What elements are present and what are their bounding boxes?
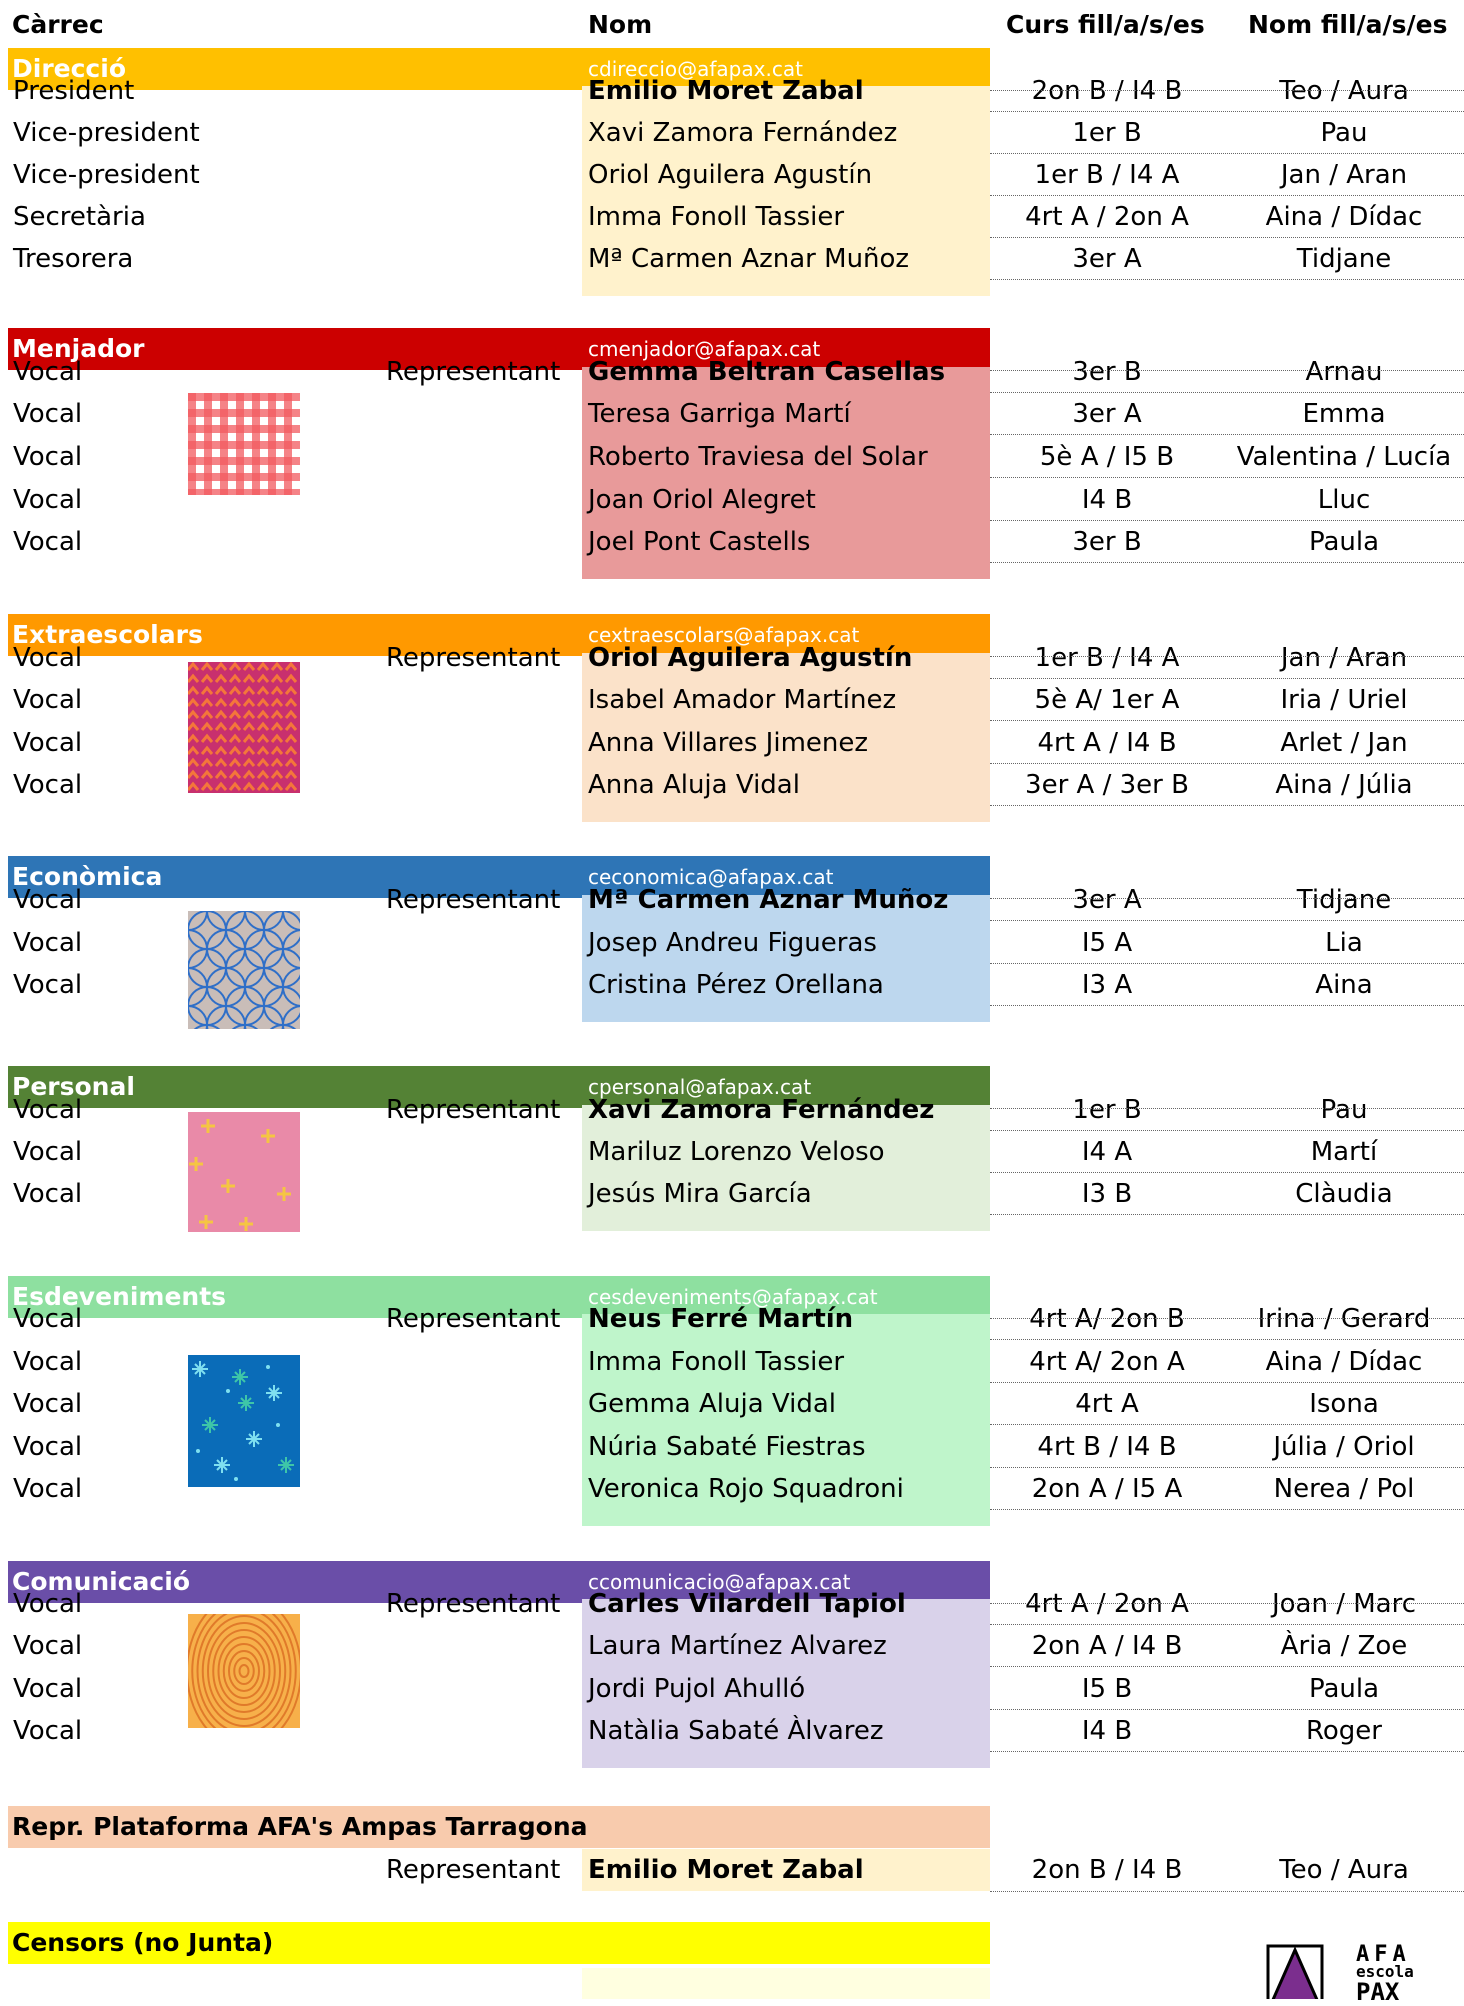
member-row (0, 1625, 1464, 1667)
member-name: Neus Ferré Martín (588, 1304, 854, 1334)
member-role: Vocal (13, 1716, 83, 1746)
child-course: 5è A / I5 B (1039, 442, 1175, 472)
member-name: Anna Villares Jimenez (588, 728, 869, 758)
child-course: 4rt A / 2on A (1025, 1589, 1189, 1619)
child-name: Jan / Aran (1280, 160, 1408, 190)
child-name: Pau (1320, 1095, 1368, 1125)
child-name: Júlia / Oriol (1273, 1432, 1415, 1462)
member-row (0, 1173, 1464, 1215)
member-name: Laura Martínez Alvarez (588, 1631, 887, 1661)
row-divider (990, 434, 1464, 435)
child-course: 3er A (1072, 885, 1142, 915)
member-row (0, 154, 1464, 196)
row-divider (990, 920, 1464, 921)
member-name: Teresa Garriga Martí (588, 399, 851, 429)
member-role: Vocal (13, 1179, 83, 1209)
platform-name: Emilio Moret Zabal (588, 1855, 864, 1885)
member-role: Secretària (13, 202, 146, 232)
child-name: Roger (1306, 1716, 1382, 1746)
member-role: Vocal (13, 485, 83, 515)
child-name: Aina / Júlia (1275, 770, 1413, 800)
band-divider (990, 1603, 1464, 1604)
member-role: Vocal (13, 770, 83, 800)
row-divider (990, 1666, 1464, 1667)
member-row (0, 521, 1464, 563)
row-divider (990, 805, 1464, 806)
member-row (0, 1583, 1464, 1625)
section-title: Esdeveniments (12, 1282, 227, 1311)
section-title: Comunicació (12, 1567, 190, 1596)
member-row (0, 679, 1464, 721)
row-divider (990, 1751, 1464, 1752)
member-name: Gemma Beltran Casellas (588, 357, 946, 387)
child-course: 1er B (1072, 118, 1142, 148)
section-email: ccomunicacio@afapax.cat (588, 1570, 851, 1594)
member-role: Vocal (13, 1095, 83, 1125)
child-course: 3er B (1072, 527, 1142, 557)
member-row (0, 1341, 1464, 1383)
child-name: Tidjane (1296, 885, 1392, 915)
section-email: cextraescolars@afapax.cat (588, 623, 860, 647)
member-role: Vocal (13, 685, 83, 715)
member-role: Vice-president (13, 118, 200, 148)
row-divider (990, 562, 1464, 563)
row-divider (990, 1509, 1464, 1510)
member-role: Vocal (13, 1474, 83, 1504)
member-row (0, 70, 1464, 112)
member-row (0, 1426, 1464, 1468)
row-divider (990, 1339, 1464, 1340)
section-email: cmenjador@afapax.cat (588, 337, 821, 361)
child-course: 2on A / I5 A (1031, 1474, 1183, 1504)
member-row (0, 1710, 1464, 1752)
child-name: Lia (1325, 928, 1363, 958)
child-course: 4rt A/ 2on A (1029, 1347, 1185, 1377)
row-divider (990, 1214, 1464, 1215)
child-name: Paula (1308, 1674, 1380, 1704)
member-name: Anna Aluja Vidal (588, 770, 800, 800)
member-row (0, 436, 1464, 478)
platform-child: Teo / Aura (1279, 1855, 1409, 1885)
member-name: Mª Carmen Aznar Muñoz (588, 885, 949, 915)
child-course: I5 A (1081, 928, 1133, 958)
section-title: Menjador (12, 334, 145, 363)
member-row (0, 196, 1464, 238)
child-name: Aina / Dídac (1265, 1347, 1423, 1377)
member-role: President (13, 76, 135, 106)
member-role: Vocal (13, 928, 83, 958)
member-name: Cristina Pérez Orellana (588, 970, 884, 1000)
member-role: Vocal (13, 399, 83, 429)
child-name: Jan / Aran (1280, 643, 1408, 673)
member-role: Vocal (13, 1389, 83, 1419)
member-name: Xavi Zamora Fernández (588, 118, 898, 148)
censors-name-bg (582, 1968, 990, 1999)
member-row (0, 637, 1464, 679)
section-email: ceconomica@afapax.cat (588, 865, 834, 889)
representative-label: Representant (386, 1095, 561, 1125)
child-name: Aina (1315, 970, 1373, 1000)
member-role: Vocal (13, 1137, 83, 1167)
child-course: I4 B (1081, 1716, 1133, 1746)
header-child: Nom fill/a/s/es (1248, 10, 1448, 39)
member-name: Mariluz Lorenzo Veloso (588, 1137, 885, 1167)
child-name: Isona (1309, 1389, 1379, 1419)
member-name: Oriol Aguilera Agustín (588, 160, 873, 190)
member-row (0, 1131, 1464, 1173)
member-row (0, 479, 1464, 521)
member-role: Vocal (13, 1589, 83, 1619)
child-name: Martí (1310, 1137, 1378, 1167)
child-course: 4rt A/ 2on B (1029, 1304, 1185, 1334)
child-name: Irina / Gerard (1257, 1304, 1431, 1334)
child-course: 4rt A / I4 B (1037, 728, 1177, 758)
member-role: Vocal (13, 728, 83, 758)
header-course: Curs fill/a/s/es (1006, 10, 1205, 39)
child-course: 3er A / 3er B (1025, 770, 1189, 800)
child-course: 4rt A / 2on A (1025, 202, 1189, 232)
child-course: 2on B / I4 B (1031, 76, 1183, 106)
child-course: I4 B (1081, 485, 1133, 515)
child-course: 4rt A (1075, 1389, 1139, 1419)
child-name: Aina / Dídac (1265, 202, 1423, 232)
member-role: Vocal (13, 970, 83, 1000)
child-course: 1er B / I4 A (1034, 643, 1180, 673)
member-name: Roberto Traviesa del Solar (588, 442, 928, 472)
platform-band (8, 1806, 990, 1848)
member-name: Emilio Moret Zabal (588, 76, 864, 106)
member-name: Josep Andreu Figueras (588, 928, 877, 958)
child-name: Paula (1308, 527, 1380, 557)
member-name: Imma Fonoll Tassier (588, 1347, 845, 1377)
representative-label: Representant (386, 1304, 561, 1334)
band-divider (990, 90, 1464, 91)
member-row (0, 1668, 1464, 1710)
member-name: Imma Fonoll Tassier (588, 202, 845, 232)
child-name: Emma (1302, 399, 1386, 429)
band-divider (990, 656, 1464, 657)
section-email: cdireccio@afapax.cat (588, 57, 803, 81)
child-name: Pau (1320, 118, 1368, 148)
child-course: 2on A / I4 B (1031, 1631, 1183, 1661)
member-name: Isabel Amador Martínez (588, 685, 897, 715)
member-role: Vocal (13, 1674, 83, 1704)
member-row (0, 112, 1464, 154)
member-role: Vice-president (13, 160, 200, 190)
member-row (0, 1298, 1464, 1340)
member-name: Jordi Pujol Ahulló (588, 1674, 806, 1704)
band-divider (990, 898, 1464, 899)
row-divider (990, 1005, 1464, 1006)
row-divider (990, 720, 1464, 721)
platform-rep-label: Representant (386, 1855, 561, 1885)
child-name: Ària / Zoe (1280, 1631, 1408, 1661)
logo-line2: escola (1356, 1962, 1414, 1981)
band-divider (990, 370, 1464, 371)
member-role: Vocal (13, 1432, 83, 1462)
member-role: Vocal (13, 885, 83, 915)
child-name: Teo / Aura (1279, 76, 1409, 106)
member-row (0, 1383, 1464, 1425)
logo-line1: AFA (1356, 1942, 1411, 1967)
band-divider (990, 1108, 1464, 1109)
member-row (0, 1468, 1464, 1510)
section-email: cesdeveniments@afapax.cat (588, 1285, 878, 1309)
child-course: 3er A (1072, 244, 1142, 274)
row-divider (990, 1424, 1464, 1425)
member-row (0, 393, 1464, 435)
child-course: 4rt B / I4 B (1037, 1432, 1177, 1462)
header-name: Nom (588, 10, 653, 39)
child-name: Clàudia (1295, 1179, 1393, 1209)
child-course: 1er B / I4 A (1034, 160, 1180, 190)
afa-logo (1266, 1942, 1426, 2006)
member-name: Oriol Aguilera Agustín (588, 643, 913, 673)
row-divider (990, 279, 1464, 280)
child-name: Arlet / Jan (1280, 728, 1408, 758)
member-role: Vocal (13, 357, 83, 387)
platform-title: Repr. Plataforma AFA's Ampas Tarragona (12, 1812, 588, 1841)
section-title: Direcció (12, 54, 126, 83)
section-email: cpersonal@afapax.cat (588, 1075, 812, 1099)
child-name: Tidjane (1296, 244, 1392, 274)
child-name: Joan / Marc (1271, 1589, 1417, 1619)
member-row (0, 1089, 1464, 1131)
child-course: 5è A/ 1er A (1034, 685, 1180, 715)
child-course: I3 B (1081, 1179, 1133, 1209)
member-name: Jesús Mira García (588, 1179, 812, 1209)
child-course: 1er B (1072, 1095, 1142, 1125)
member-name: Natàlia Sabaté Àlvarez (588, 1716, 884, 1746)
representative-label: Representant (386, 885, 561, 915)
censors-title: Censors (no Junta) (12, 1928, 274, 1957)
member-row (0, 964, 1464, 1006)
member-row (0, 922, 1464, 964)
member-name: Xavi Zamora Fernández (588, 1095, 935, 1125)
child-course: I5 B (1081, 1674, 1133, 1704)
band-divider (990, 1318, 1464, 1319)
member-row (0, 879, 1464, 921)
representative-label: Representant (386, 357, 561, 387)
member-role: Vocal (13, 527, 83, 557)
logo-line3: PAX (1356, 1978, 1400, 2006)
section-title: Econòmica (12, 862, 163, 891)
platform-row (0, 1849, 1464, 1891)
member-role: Vocal (13, 442, 83, 472)
header-role: Càrrec (12, 10, 104, 39)
child-name: Iria / Uriel (1280, 685, 1408, 715)
child-course: 3er A (1072, 399, 1142, 429)
member-name: Mª Carmen Aznar Muñoz (588, 244, 910, 274)
member-row (0, 351, 1464, 393)
member-role: Vocal (13, 1304, 83, 1334)
section-title: Personal (12, 1072, 135, 1101)
censors-band (8, 1922, 990, 1964)
member-row (0, 238, 1464, 280)
member-role: Vocal (13, 1631, 83, 1661)
platform-course: 2on B / I4 B (1031, 1855, 1183, 1885)
child-name: Arnau (1305, 357, 1383, 387)
child-course: I3 A (1081, 970, 1133, 1000)
member-name: Veronica Rojo Squadroni (588, 1474, 904, 1504)
member-row (0, 764, 1464, 806)
member-role: Vocal (13, 643, 83, 673)
member-name: Joan Oriol Alegret (588, 485, 816, 515)
row-divider (990, 477, 1464, 478)
member-name: Gemma Aluja Vidal (588, 1389, 837, 1419)
child-name: Valentina / Lucía (1236, 442, 1452, 472)
member-role: Tresorera (13, 244, 134, 274)
child-course: I4 A (1081, 1137, 1133, 1167)
representative-label: Representant (386, 643, 561, 673)
child-name: Nerea / Pol (1273, 1474, 1415, 1504)
child-course: 3er B (1072, 357, 1142, 387)
platform-divider (990, 1891, 1464, 1892)
member-name: Joel Pont Castells (588, 527, 811, 557)
child-name: Lluc (1317, 485, 1371, 515)
representative-label: Representant (386, 1589, 561, 1619)
member-row (0, 722, 1464, 764)
member-name: Núria Sabaté Fiestras (588, 1432, 866, 1462)
section-title: Extraescolars (12, 620, 203, 649)
member-role: Vocal (13, 1347, 83, 1377)
member-name: Carles Vilardell Tapiol (588, 1589, 906, 1619)
